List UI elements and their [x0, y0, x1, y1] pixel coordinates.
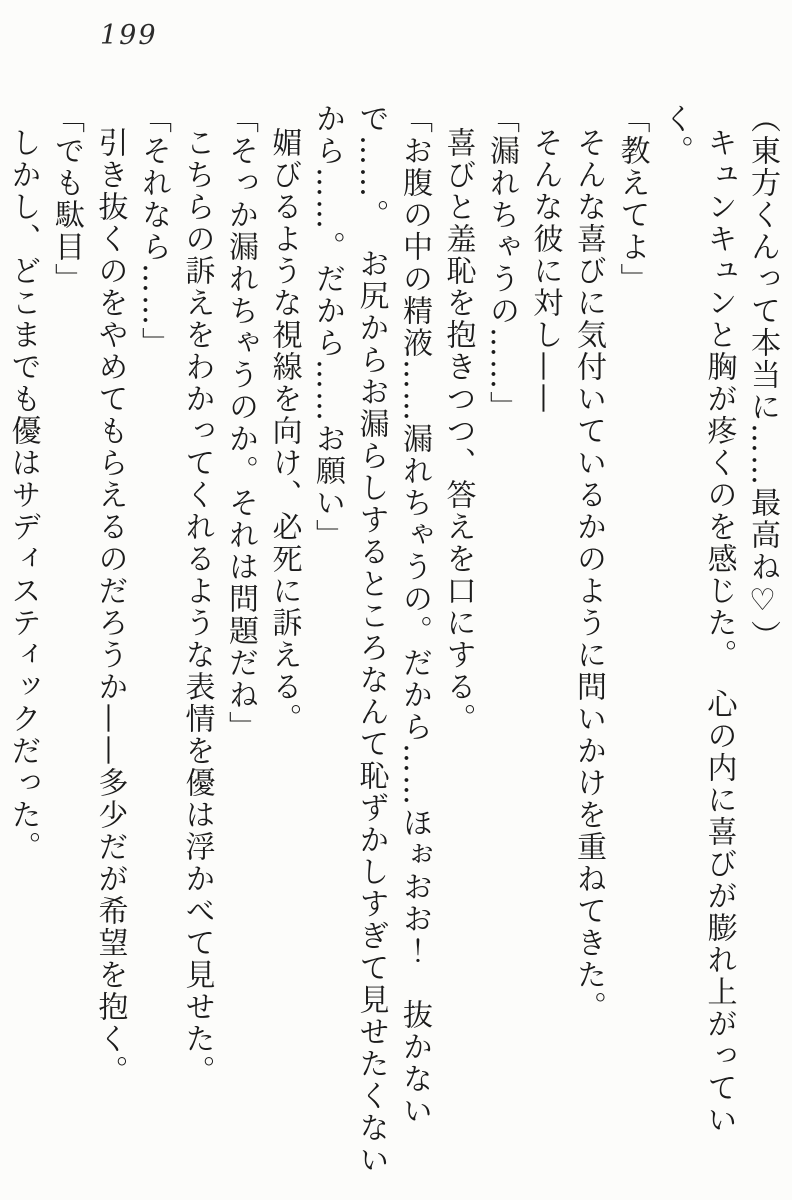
- page-number: 199: [100, 20, 158, 51]
- paragraph-narrative: しかし、どこまでも優はサディスティックだった。: [5, 127, 41, 863]
- paragraph-dialogue: 「お腹の中の精液……漏れちゃうの。だから……ほぉおお！ 抜かないで……。 お尻からお漏らしするところなんて恥ずかしすぎて見せたくないから……。だから……お願い」: [310, 103, 432, 1176]
- paragraph-dialogue: 「でも駄目」: [49, 103, 84, 295]
- paragraph-dialogue: 「漏れちゃうの……」: [484, 103, 519, 423]
- text-block: [5, 103, 784, 1183]
- paragraph-narrative: 喜びと羞恥を抱きつつ、答えを口にする。: [440, 127, 476, 735]
- paragraph-narrative: 引き抜くのをやめてもらえるのだろうか——多少だが希望を抱く。: [92, 127, 128, 1087]
- paragraph-dialogue: 「それなら……」: [136, 103, 171, 359]
- paragraph-narrative: そんな彼に対し——: [527, 127, 563, 415]
- paragraph-dialogue: 「教えてよ」: [614, 103, 650, 295]
- paragraph-narrative: こちらの訴えをわかってくれるような表情を優は浮かべて見せた。: [179, 127, 215, 1087]
- paragraph-narrative: そんな喜びに気付いているかのように問いかけを重ねてきた。: [571, 127, 606, 1023]
- paragraph-dialogue: 「そっか漏れちゃうのか。それは問題だね」: [223, 103, 258, 743]
- paragraph-thought: （東方くんって本当に……最高ね♡）: [745, 103, 780, 652]
- paragraph-narrative: キュンキュンと胸が疼くのを感じた。 心の内に喜びが膨れ上がっていく。: [658, 103, 737, 1136]
- paragraph-narrative: 媚びるような視線を向け、必死に訴える。: [266, 127, 302, 735]
